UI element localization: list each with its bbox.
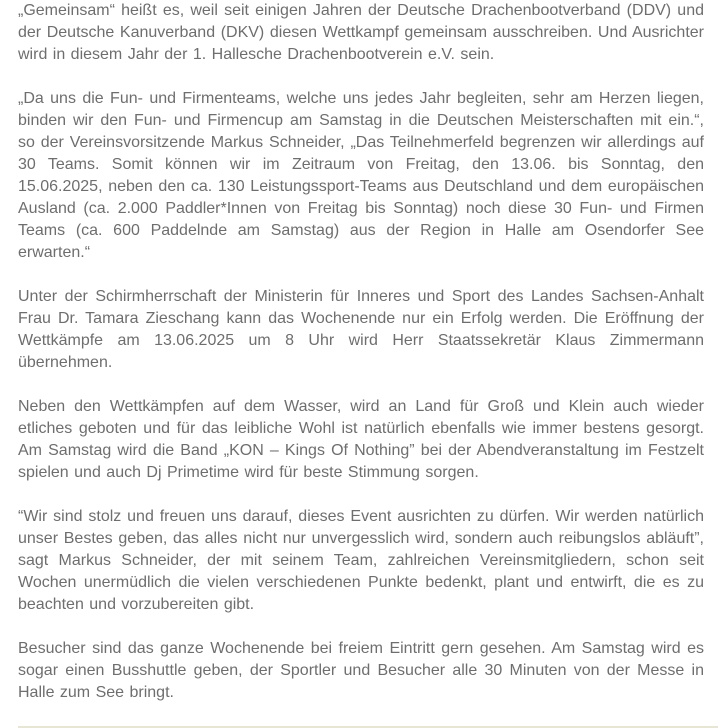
paragraph: Unter der Schirmherrschaft der Ministerin für Inneres und Sport des Landes Sachsen-Anhalt Frau Dr. Tamara Zieschang kann das Wochenende nur ein Erfolg werden. Die Eröffnung der Wettkämpfe am 13.06.2025 um 8 Uhr wird Herr Staatssekretär Klaus Zimmermann übernehmen. <box>18 288 704 371</box>
paragraph: „Gemeinsam“ heißt es, weil seit einigen Jahren der Deutsche Drachenbootverband (DDV) und der Deutsche Kanuverband (DKV) diesen Wettkampf gemeinsam ausschreiben. Und Ausrichter wird in diesem Jahr der 1. Hallesche Drachenbootverein e.V. sein. <box>18 2 704 63</box>
paragraph: Neben den Wettkämpfen auf dem Wasser, wird an Land für Groß und Klein auch wieder etliches geboten und für das leibliche Wohl ist natürlich ebenfalls wie immer bestens gesorgt. Am Samstag wird die Band „KON – Kings Of Nothing” bei der Abendveranstaltung im Festzelt spielen und auch Dj Primetime wird für beste Stimmung sorgen. <box>18 398 704 481</box>
paragraph: Besucher sind das ganze Wochenende bei freiem Eintritt gern gesehen. Am Samstag wird es sogar einen Busshuttle geben, der Sportler und Besucher alle 30 Minuten von der Messe in Halle zum See bringt. <box>18 640 704 701</box>
paragraph: „Da uns die Fun- und Firmenteams, welche uns jedes Jahr begleiten, sehr am Herzen liegen, binden wir den Fun- und Firmencup am Samstag in die Deutschen Meisterschaften mit ein.“, so der Vereinsvorsitzende Markus Schneider, „Das Teilnehmerfeld begrenzen wir allerdings auf 30 Teams. Somit können wir im Zeitraum von Freitag, den 13.06. bis Sonntag, den 15.06.2025, neben den ca. 130 Leistungssport-Teams aus Deutschland und dem europäischen Ausland (ca. 2.000 Paddler*Innen von Freitag bis Sonntag) noch diese 30 Fun- und Firmen Teams (ca. 600 Paddelnde am Samstag) aus der Region in Halle am Osendorfer See erwarten.“ <box>18 90 704 261</box>
paragraph: “Wir sind stolz und freuen uns darauf, dieses Event ausrichten zu dürfen. Wir werden natürlich unser Bestes geben, das alles nicht nur unvergesslich wird, sondern auch reibungslos abläuft”, sagt Markus Schneider, der mit seinem Team, zahlreichen Vereinsmitgliedern, schon seit Wochen unermüdlich die vielen verschiedenen Punkte bedenkt, plant und entwirft, die es zu beachten und vorzubereiten gibt. <box>18 508 704 613</box>
